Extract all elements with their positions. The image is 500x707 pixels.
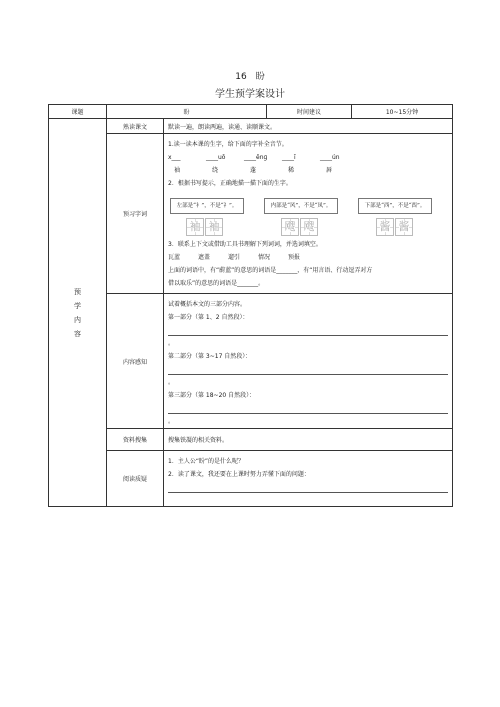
lesson-title: 16 盼 [235, 72, 265, 82]
period-mark: 。 [168, 340, 175, 347]
answer-line[interactable] [168, 404, 448, 414]
part3-prompt: 第三部分（第 18~20 自然段）： [168, 392, 256, 399]
pinyin-blank[interactable]: ____uō [206, 154, 226, 161]
worksheet-table [48, 104, 453, 507]
side-char: 预 [74, 287, 81, 296]
pinyin-blank[interactable]: ____ēnɡ [244, 154, 268, 161]
materials-row [49, 429, 453, 451]
questions-row [49, 451, 453, 507]
vocab-content [164, 134, 453, 294]
period-mark: 。 [168, 379, 175, 386]
tracing-box[interactable]: 酱 [395, 218, 413, 236]
hanzi: 蓬 [250, 167, 257, 174]
reading-row [49, 119, 453, 134]
period-mark: 。 [168, 418, 175, 425]
side-char: 内 [74, 315, 81, 324]
tracing-box[interactable]: 飕 [281, 218, 299, 236]
questions-label: 阅读质疑 [107, 451, 164, 507]
writing-hint: 下部是“西”，不是“酉”。 [358, 198, 432, 214]
fill-sentence-1: 上面的词语中，有“蔚蓝”的意思的词语是_______，有“用言语、行动逗弄对方 [168, 267, 373, 274]
vocab-q1: 1.读一读本课的生字，给下面的字补全音节。 [168, 141, 288, 148]
tracing-box[interactable]: 飕 [300, 218, 318, 236]
part2-prompt: 第二部分（第 3~17 自然段）： [168, 353, 252, 360]
answer-line[interactable] [168, 326, 448, 336]
content-row [49, 294, 453, 429]
tracing-area [168, 194, 448, 238]
tracing-box[interactable]: 袖 [186, 218, 204, 236]
word-item: 情况 [258, 254, 271, 261]
vocab-label: 预习字词 [107, 134, 164, 294]
vocab-q3: 3．联系上下文或借助工具书理解下列词词，并选词填空。 [168, 241, 322, 248]
info-row [49, 105, 453, 119]
topic-label: 课题 [49, 105, 107, 119]
reading-text: 默读一遍，朗读两遍，读通、读顺课文。 [164, 119, 453, 134]
hanzi-row [168, 164, 448, 177]
content-label: 内容感知 [107, 294, 164, 429]
word-item: 预报 [288, 254, 301, 261]
worksheet-title: 学生预学案设计 [215, 89, 285, 100]
side-char: 学 [74, 301, 81, 310]
fill-sentence-2: 借以取乐”的意思的词语是_______。 [168, 280, 265, 287]
vocab-q2: 2．根据书写提示，正确地描一描下面的生字。 [168, 180, 292, 187]
pinyin-blank[interactable]: x___ [168, 154, 181, 161]
hanzi: 唇 [326, 167, 333, 174]
word-list [168, 251, 448, 264]
pinyin-blank[interactable]: ____ī [282, 154, 296, 161]
hanzi: 袖 [174, 167, 181, 174]
word-item: 瓦蓝 [168, 254, 181, 261]
reading-label: 熟读课文 [107, 119, 164, 134]
content-body [164, 294, 453, 429]
time-label: 时间建议 [267, 105, 352, 119]
topic-value: 盼 [107, 105, 267, 119]
side-label [49, 119, 107, 507]
writing-hint: 左部是“衤”，不是“礻”。 [170, 198, 244, 214]
materials-label: 资料搜集 [107, 429, 164, 451]
side-char: 容 [74, 329, 81, 338]
vocab-row [49, 134, 453, 294]
time-value: 10~15分钟 [352, 105, 453, 119]
hanzi: 稀 [288, 167, 295, 174]
content-intro: 试着概括本文的三部分内容。 [168, 301, 247, 308]
answer-line[interactable] [168, 483, 448, 493]
word-item: 遮盖 [198, 254, 211, 261]
pinyin-blank[interactable]: ____ún [320, 154, 340, 161]
writing-hint: 内部是“风”，不是“凤”。 [264, 198, 338, 214]
pinyin-row [168, 151, 448, 164]
word-item: 遛引 [228, 254, 241, 261]
part1-prompt: 第一部分（第 1、2 自然段）： [168, 314, 249, 321]
hanzi: 绕 [212, 167, 219, 174]
tracing-box[interactable]: 酱 [376, 218, 394, 236]
materials-text: 搜集铁凝的相关资料。 [164, 429, 453, 451]
tracing-box[interactable]: 袖 [205, 218, 223, 236]
question-2: 2．读了课文，我还要在上课时努力弄懂下面的问题： [168, 471, 310, 478]
questions-body [164, 451, 453, 507]
answer-line[interactable] [168, 365, 448, 375]
question-1: 1．主人公“盼”的是什么呢？ [168, 458, 245, 465]
